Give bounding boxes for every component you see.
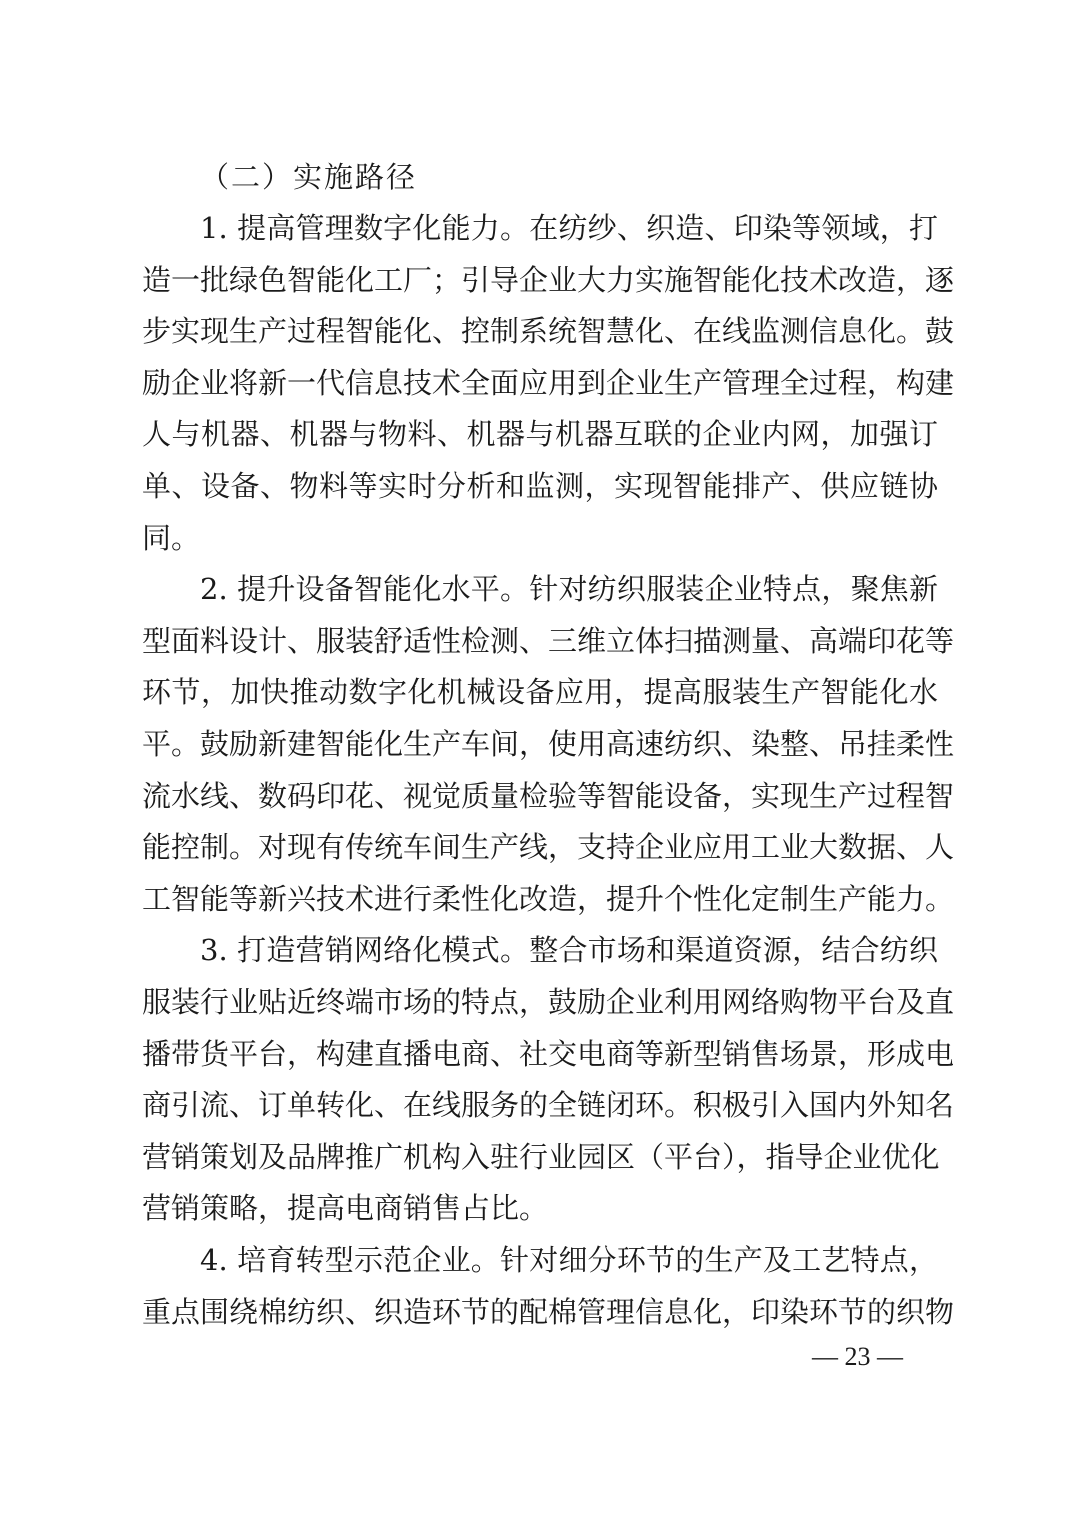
page-number: — 23 —: [812, 1342, 903, 1371]
paragraph-2-line: 平。鼓励新建智能化生产车间，使用高速纺织、染整、吊挂柔性: [142, 727, 955, 761]
paragraph-1-line: 励企业将新一代信息技术全面应用到企业生产管理全过程，构建: [142, 366, 955, 400]
paragraph-1-line: 同。: [142, 521, 201, 555]
paragraph-2-line: 2. 提升设备智能化水平。针对纺织服装企业特点，聚焦新: [200, 572, 938, 606]
paragraph-2-line: 流水线、数码印花、视觉质量检验等智能设备，实现生产过程智: [142, 779, 955, 813]
paragraph-1-line: 造一批绿色智能化工厂；引导企业大力实施智能化技术改造，逐: [142, 263, 955, 297]
paragraph-1-line: 单、设备、物料等实时分析和监测，实现智能排产、供应链协: [142, 469, 938, 503]
paragraph-1-line: 1. 提高管理数字化能力。在纺纱、织造、印染等领域，打: [200, 211, 938, 245]
paragraph-3-line: 商引流、订单转化、在线服务的全链闭环。积极引入国内外知名: [142, 1088, 955, 1122]
paragraph-2-line: 环节，加快推动数字化机械设备应用，提高服装生产智能化水: [142, 675, 938, 709]
paragraph-2-line: 工智能等新兴技术进行柔性化改造，提升个性化定制生产能力。: [142, 882, 955, 916]
paragraph-2-line: 型面料设计、服装舒适性检测、三维立体扫描测量、高端印花等: [142, 624, 955, 658]
paragraph-4-line: 4. 培育转型示范企业。针对细分环节的生产及工艺特点，: [200, 1243, 938, 1277]
paragraph-2-line: 能控制。对现有传统车间生产线，支持企业应用工业大数据、人: [142, 830, 955, 864]
paragraph-3-line: 3. 打造营销网络化模式。整合市场和渠道资源，结合纺织: [200, 933, 938, 967]
paragraph-3-line: 服装行业贴近终端市场的特点，鼓励企业利用网络购物平台及直: [142, 985, 955, 1019]
paragraph-3-line: 营销策略，提高电商销售占比。: [142, 1191, 549, 1225]
section-heading: （二）实施路径: [200, 160, 418, 194]
paragraph-3-line: 营销策划及品牌推广机构入驻行业园区（平台），指导企业优化: [142, 1140, 940, 1174]
paragraph-1-line: 人与机器、机器与物料、机器与机器互联的企业内网，加强订: [142, 417, 938, 451]
paragraph-3-line: 播带货平台，构建直播电商、社交电商等新型销售场景，形成电: [142, 1037, 955, 1071]
paragraph-4-line: 重点围绕棉纺织、织造环节的配棉管理信息化，印染环节的织物: [142, 1295, 955, 1329]
paragraph-1-line: 步实现生产过程智能化、控制系统智慧化、在线监测信息化。鼓: [142, 314, 955, 348]
